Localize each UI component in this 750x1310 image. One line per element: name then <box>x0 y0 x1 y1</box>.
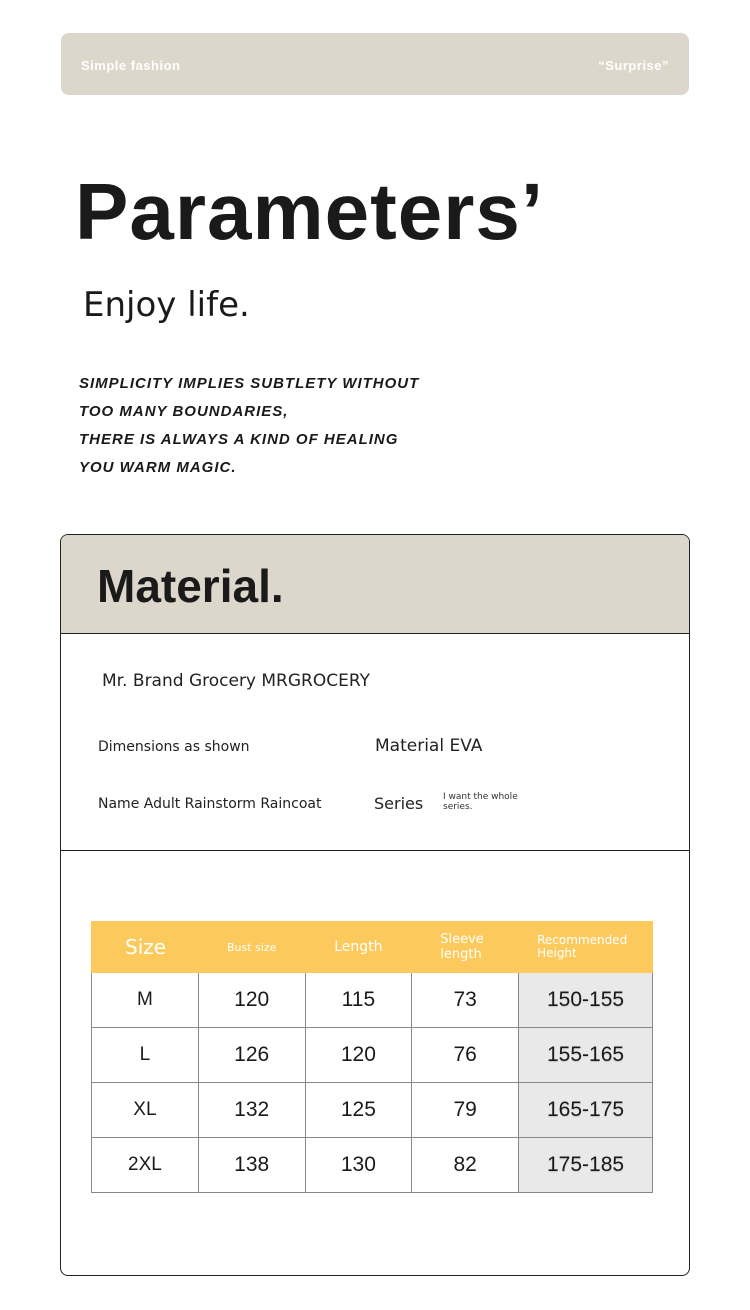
series-label: Series <box>374 794 424 813</box>
dimensions-text: Dimensions as shown <box>98 739 250 755</box>
cell-sleeve: 82 <box>412 1138 519 1193</box>
cell-height: 150-155 <box>519 973 653 1028</box>
cell-length: 120 <box>305 1028 412 1083</box>
cell-bust: 120 <box>198 973 305 1028</box>
cell-sleeve: 73 <box>412 973 519 1028</box>
cell-bust: 126 <box>198 1028 305 1083</box>
cell-length: 130 <box>305 1138 412 1193</box>
page-subtitle: Enjoy life. <box>83 285 250 325</box>
header-length: Length <box>305 922 412 973</box>
slogan <box>79 370 499 482</box>
brand-text: Mr. Brand Grocery MRGROCERY <box>102 671 370 691</box>
cell-size: L <box>92 1028 199 1083</box>
header-sleeve: Sleeve length <box>412 922 519 973</box>
material-header <box>61 535 689 634</box>
series-note: I want the whole series. <box>443 792 518 812</box>
cell-size: M <box>92 973 199 1028</box>
product-info <box>61 635 689 851</box>
top-banner <box>61 33 689 95</box>
slogan-line: THERE IS ALWAYS A KIND OF HEALING <box>79 431 399 448</box>
slogan-line: SIMPLICITY IMPLIES SUBTLETY WITHOUT <box>79 375 420 392</box>
table-row <box>92 1028 653 1083</box>
cell-sleeve: 76 <box>412 1028 519 1083</box>
header-size: Size <box>92 922 199 973</box>
table-row <box>92 1083 653 1138</box>
table-row <box>92 973 653 1028</box>
cell-height: 175-185 <box>519 1138 653 1193</box>
header-height: Recommended Height <box>519 922 653 973</box>
size-table-header-row <box>92 922 653 973</box>
banner-left-text: Simple fashion <box>81 58 181 73</box>
cell-length: 115 <box>305 973 412 1028</box>
banner-right-text: “Surprise” <box>598 58 669 73</box>
cell-bust: 138 <box>198 1138 305 1193</box>
name-text: Name Adult Rainstorm Raincoat <box>98 796 322 812</box>
size-table <box>91 921 653 1193</box>
cell-bust: 132 <box>198 1083 305 1138</box>
table-row <box>92 1138 653 1193</box>
cell-height: 165-175 <box>519 1083 653 1138</box>
page-title: Parameters’ <box>75 167 545 256</box>
cell-height: 155-165 <box>519 1028 653 1083</box>
cell-sleeve: 79 <box>412 1083 519 1138</box>
cell-size: XL <box>92 1083 199 1138</box>
material-card <box>60 534 690 1276</box>
header-bust: Bust size <box>198 922 305 973</box>
slogan-line: YOU WARM MAGIC. <box>79 459 237 476</box>
material-heading: Material. <box>97 560 284 612</box>
cell-size: 2XL <box>92 1138 199 1193</box>
material-text: Material EVA <box>375 736 483 756</box>
slogan-line: TOO MANY BOUNDARIES, <box>79 403 289 420</box>
cell-length: 125 <box>305 1083 412 1138</box>
